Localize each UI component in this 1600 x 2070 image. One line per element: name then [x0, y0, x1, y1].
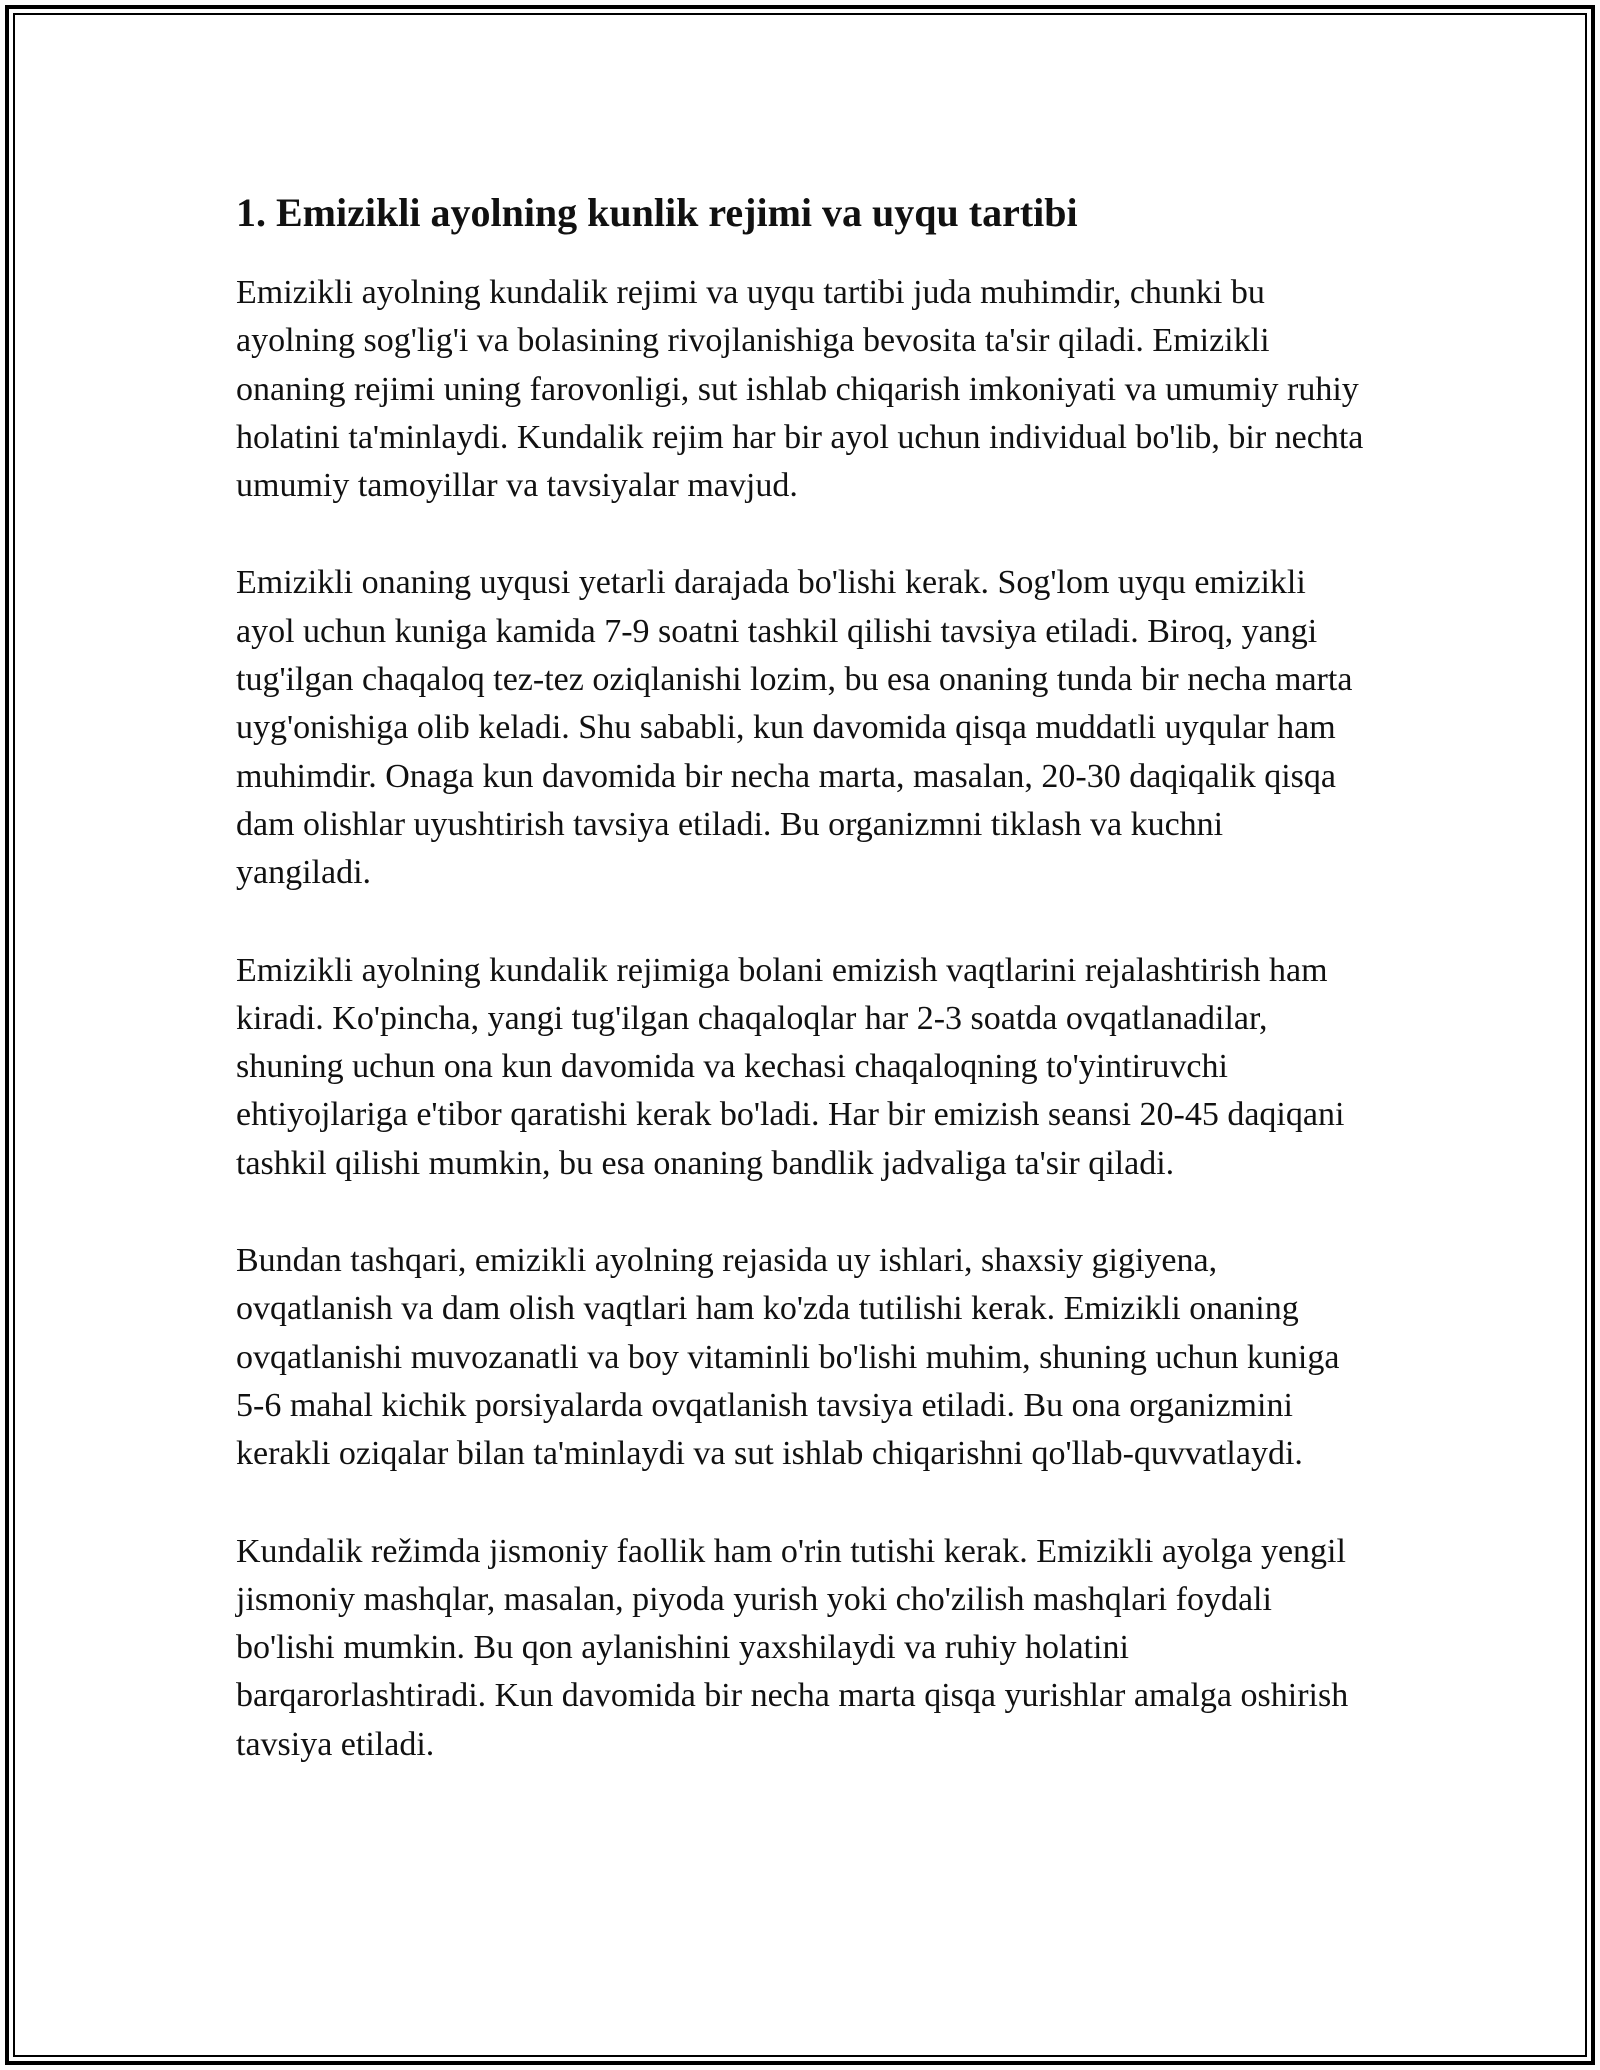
- paragraph-3: Emizikli ayolning kundalik rejimiga bolani emizish vaqtlarini rejalashtirish ham kiradi. Ko'pincha, yangi tug'ilgan chaqaloqlar har 2-3 soatda ovqatlanadilar, shuning uchun ona kun davomida va kechasi chaqaloqning to'yintiruvchi ehtiyojlariga e'tibor qaratishi kerak bo'ladi. Har bir emizish seansi 20-45 daqiqani tashkil qilishi mumkin, bu esa onaning bandlik jadvaliga ta'sir qiladi.: [236, 951, 1345, 1182]
- document-body: [236, 183, 1366, 1818]
- paragraph-4: Bundan tashqari, emizikli ayolning rejasida uy ishlari, shaxsiy gigiyena, ovqatlanish va dam olish vaqtlari ham ko'zda tutilishi kerak. Emizikli onaning ovqatlanishi muvozanatli va boy vitaminli bo'lishi muhim, shuning uchun kuniga 5-6 mahal kichik porsiyalarda ovqatlanish tavsiya etiladi. Bu ona organizmini kerakli oziqalar bilan ta'minlaydi va sut ishlab chiqarishni qo'llab-quvvatlaydi.: [236, 1242, 1340, 1473]
- paragraph-5: Kundalik režimda jismoniy faollik ham o'rin tutishi kerak. Emizikli ayolga yengil jismoniy mashqlar, masalan, piyoda yurish yoki cho'zilish mashqlari foydali bo'lishi mumkin. Bu qon aylanishini yaxshilaydi va ruhiy holatini barqarorlashtiradi. Kun davomida bir necha marta qisqa yurishlar amalga oshirish tavsiya etiladi.: [236, 1532, 1349, 1763]
- paragraph-2: Emizikli onaning uyqusi yetarli darajada bo'lishi kerak. Sog'lom uyqu emizikli ayol uchun kuniga kamida 7-9 soatni tashkil qilishi tavsiya etiladi. Biroq, yangi tug'ilgan chaqaloq tez-tez oziqlanishi lozim, bu esa onaning tunda bir necha marta uyg'onishiga olib keladi. Shu sababli, kun davomida qisqa muddatli uyqular ham muhimdir. Onaga kun davomida bir necha marta, masalan, 20-30 daqiqalik qisqa dam olishlar uyushtirish tavsiya etiladi. Bu organizmni tiklash va kuchni yangiladi.: [236, 564, 1353, 892]
- paragraph-1: Emizikli ayolning kundalik rejimi va uyqu tartibi juda muhimdir, chunki bu ayolning sog'lig'i va bolasining rivojlanishiga bevosita ta'sir qiladi. Emizikli onaning rejimi uning farovonligi, sut ishlab chiqarish imkoniyati va umumiy ruhiy holatini ta'minlaydi. Kundalik rejim har bir ayol uchun individual bo'lib, bir nechta umumiy tamoyillar va tavsiyalar mavjud.: [236, 274, 1364, 505]
- section-heading: 1. Emizikli ayolning kunlik rejimi va uyqu tartibi: [236, 190, 1078, 235]
